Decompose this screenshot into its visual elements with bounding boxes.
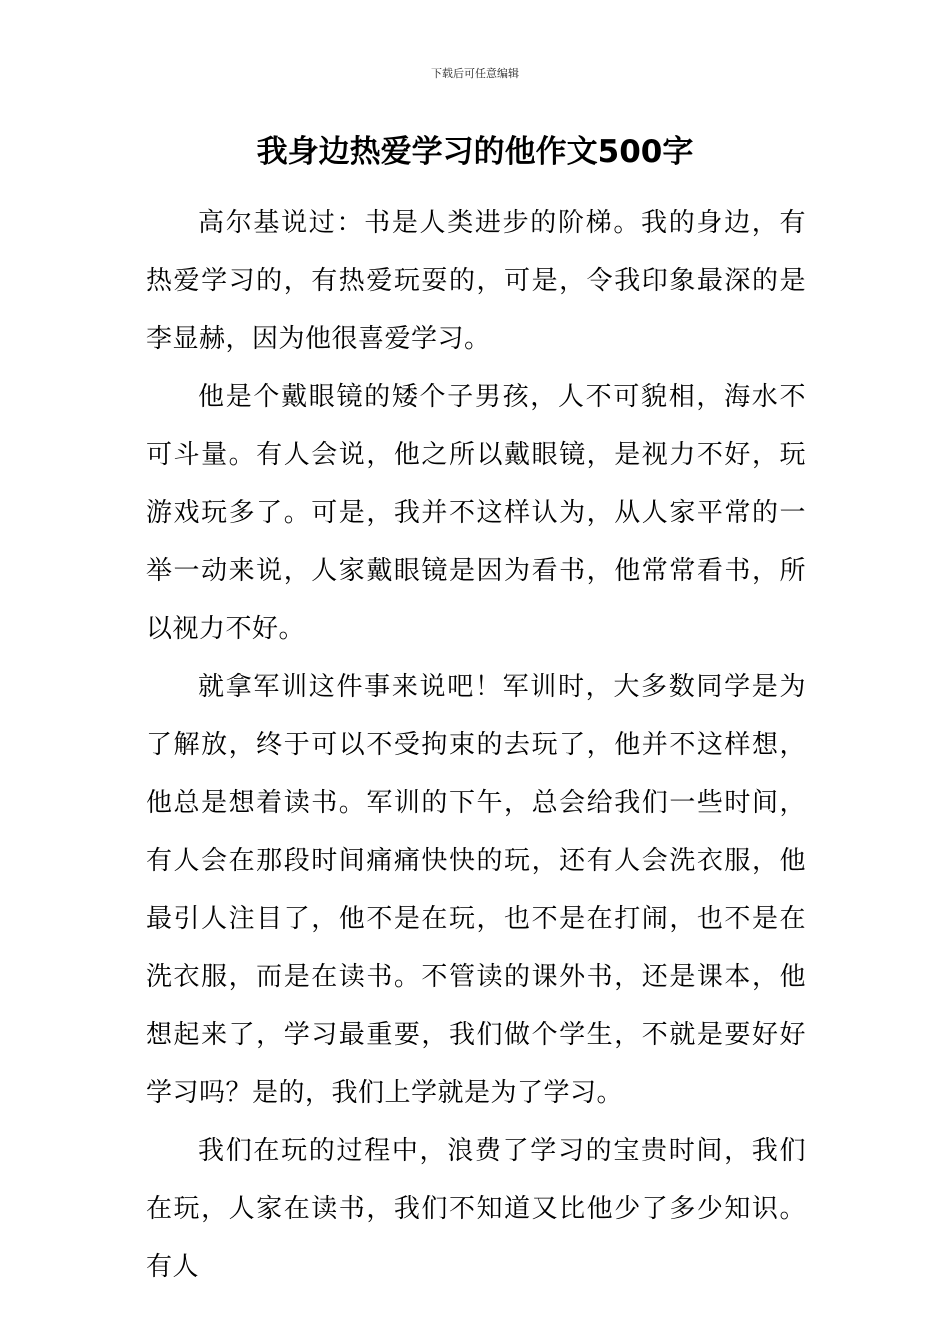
- paragraph-2: 他是个戴眼镜的矮个子男孩，人不可貌相，海水不可斗量。有人会说，他之所以戴眼镜，是视力不好，玩游戏玩多了。可是，我并不这样认为，从人家平常的一举一动来说，人家戴眼镜是因为看书，他常常看书，所以视力不好。: [146, 382, 806, 644]
- paragraph-3: 就拿军训这件事来说吧！军训时，大多数同学是为了解放，终于可以不受拘束的去玩了，他并不这样想，他总是想着读书。军训的下午，总会给我们一些时间，有人会在那段时间痛痛快快的玩，还有人会洗衣服，他最引人注目了，他不是在玩，也不是在打闹，也不是在洗衣服，而是在读书。不管读的课外书，还是课本，他想起来了，学习最重要，我们做个学生，不就是要好好学习吗？是的，我们上学就是为了学习。: [146, 672, 806, 1108]
- paragraph-1: 高尔基说过：书是人类进步的阶梯。我的身边，有热爱学习的，有热爱玩耍的，可是，令我印象最深的是李显赫，因为他很喜爱学习。: [146, 208, 806, 354]
- paragraph-4: 我们在玩的过程中，浪费了学习的宝贵时间，我们在玩，人家在读书，我们不知道又比他少了多少知识。有人: [146, 1136, 806, 1282]
- header-note: 下载后可任意编辑: [431, 67, 519, 80]
- document-title: 我身边热爱学习的他作文500字: [256, 134, 694, 170]
- document-body: [146, 194, 806, 1296]
